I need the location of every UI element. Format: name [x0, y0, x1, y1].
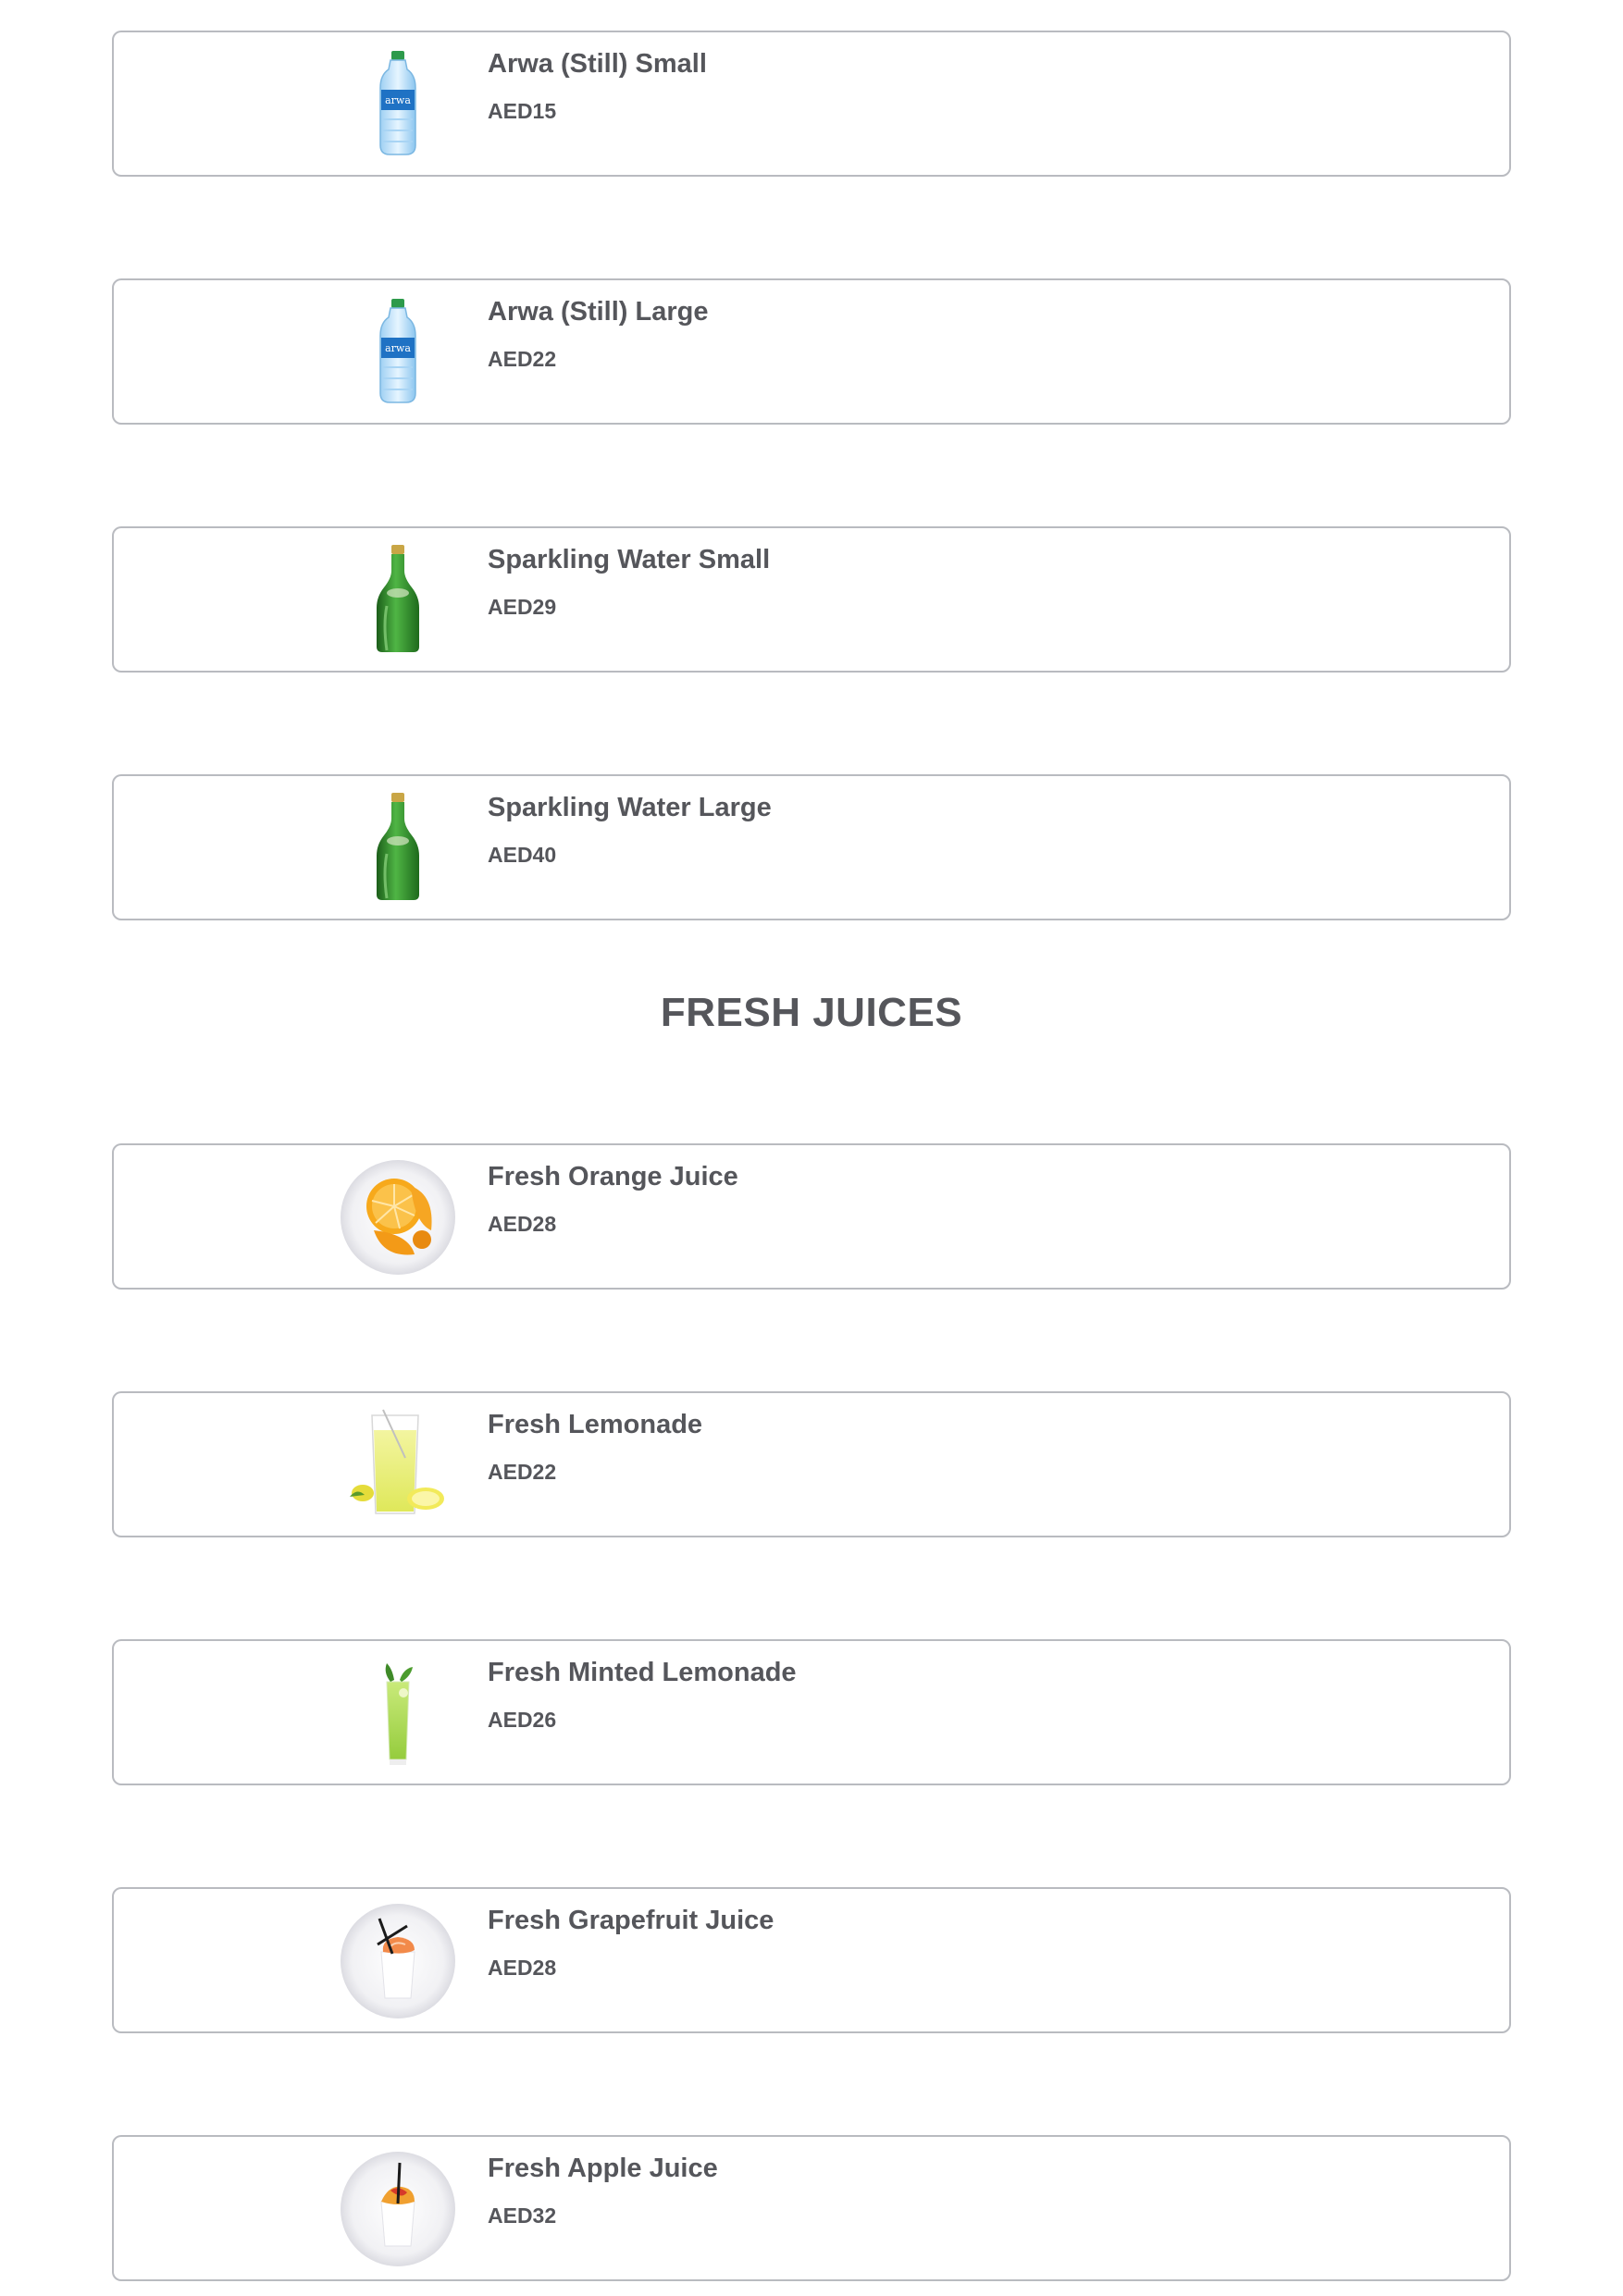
menu-item-card[interactable]	[112, 1887, 1511, 2033]
menu-item-card[interactable]	[112, 1143, 1511, 1290]
section-heading: FRESH JUICES	[660, 990, 963, 1035]
menu-item-name: Fresh Minted Lemonade	[488, 1658, 797, 1687]
menu-item-name: Fresh Grapefruit Juice	[488, 1906, 774, 1935]
menu-item-price: AED15	[488, 99, 557, 123]
menu-item-name: Sparkling Water Large	[488, 793, 772, 822]
menu-item-price: AED22	[488, 347, 557, 371]
menu-item-price: AED29	[488, 595, 557, 619]
menu-item-card[interactable]	[112, 2135, 1511, 2281]
menu-item-name: Arwa (Still) Small	[488, 49, 707, 79]
menu-item-price: AED28	[488, 1956, 557, 1980]
menu-item-card[interactable]	[112, 1391, 1511, 1537]
menu-item-name: Fresh Orange Juice	[488, 1162, 738, 1191]
menu-item-name: Arwa (Still) Large	[488, 297, 709, 327]
grapefruit-juice-cup-icon	[339, 1902, 457, 2020]
menu-item-price: AED28	[488, 1212, 557, 1236]
menu-item-price: AED26	[488, 1708, 557, 1732]
water-bottle-icon	[339, 293, 457, 412]
menu-item-card[interactable]	[112, 774, 1511, 920]
menu-item-price: AED32	[488, 2203, 557, 2228]
minted-lemonade-glass-icon	[339, 1654, 457, 1772]
menu-item-name: Fresh Apple Juice	[488, 2154, 718, 2183]
menu-item-card[interactable]	[112, 526, 1511, 673]
orange-slices-icon	[339, 1158, 457, 1277]
apple-juice-cup-icon	[339, 2150, 457, 2268]
menu-item-card[interactable]	[112, 31, 1511, 177]
menu-item-card[interactable]	[112, 1639, 1511, 1785]
green-glass-bottle-icon	[339, 789, 457, 907]
menu-item-name: Fresh Lemonade	[488, 1410, 703, 1439]
menu-item-price: AED40	[488, 843, 557, 867]
water-bottle-icon	[339, 45, 457, 164]
green-glass-bottle-icon	[339, 541, 457, 660]
menu-item-name: Sparkling Water Small	[488, 545, 771, 574]
menu-item-price: AED22	[488, 1460, 557, 1484]
lemonade-glass-icon	[339, 1406, 457, 1524]
menu-item-card[interactable]	[112, 278, 1511, 425]
